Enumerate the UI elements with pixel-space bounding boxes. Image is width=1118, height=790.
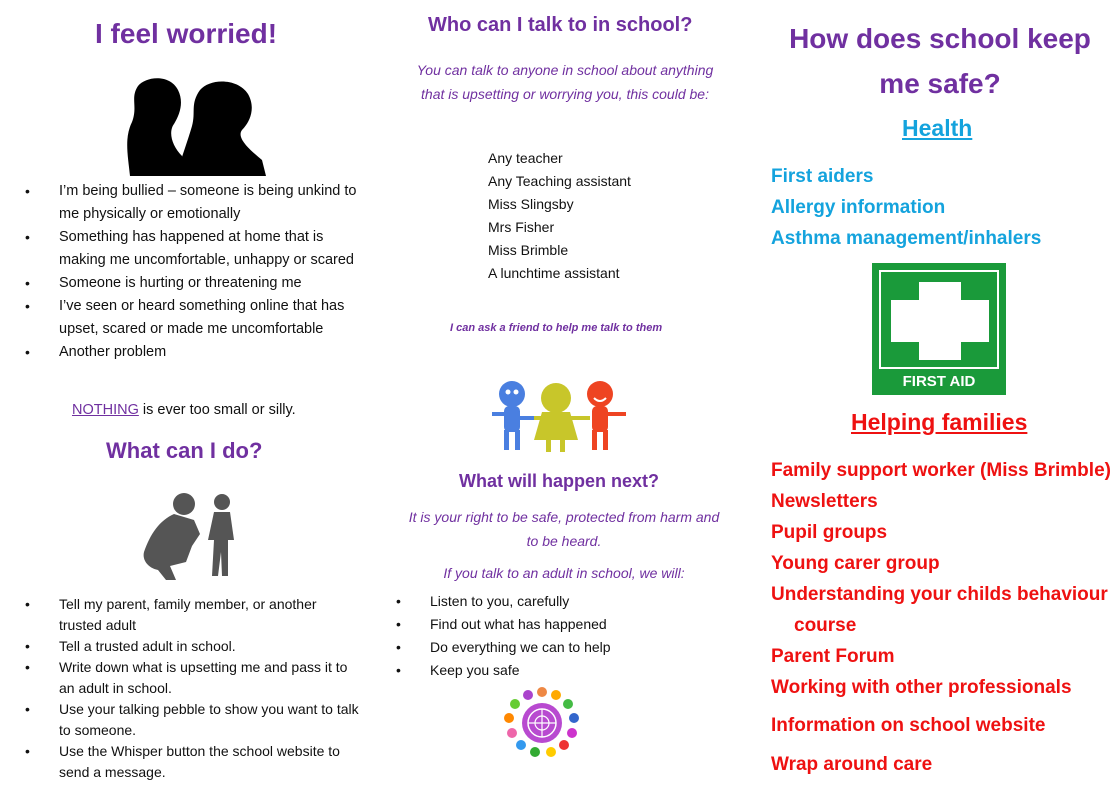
list-item: • I’ve seen or heard something online that has upset, scared or made me uncomfortable: [59, 295, 359, 341]
right-line1: It is your right to be safe, protected from harm and: [408, 509, 720, 525]
list-item: A lunchtime assistant: [488, 265, 620, 281]
list-item: Allergy information: [771, 197, 946, 218]
right-line2: to be heard.: [526, 533, 602, 549]
list-item: Parent Forum: [771, 646, 895, 667]
list-item: Newsletters: [771, 491, 878, 512]
nothing-rest: is ever too small or silly.: [138, 402, 296, 418]
list-item: • Use your talking pebble to show you want to talk to someone.: [59, 699, 359, 741]
list-item: Miss Slingsby: [488, 196, 574, 212]
list-item: Miss Brimble: [488, 242, 569, 258]
people-list: [488, 147, 631, 285]
list-item: Young carer group: [771, 553, 940, 574]
keep-safe-title-line2: me safe?: [879, 68, 1001, 99]
list-item: Information on school website: [771, 715, 1046, 736]
will-list: [430, 590, 690, 682]
nothing-word: NOTHING: [72, 402, 139, 418]
list-item: Mrs Fisher: [488, 219, 555, 235]
first-aid-sign: [872, 263, 1006, 395]
worried-title: I feel worried!: [95, 18, 278, 49]
list-item: • Keep you safe: [430, 659, 690, 682]
friend-note: I can ask a friend to help me talk to them: [450, 322, 663, 334]
list-item: • Write down what is upsetting me and pass it to an adult in school.: [59, 657, 359, 699]
worried-children-silhouette-icon: [110, 76, 270, 181]
list-item: • I’m being bullied – someone is being unkind to me physically or emotionally: [59, 180, 359, 226]
list-item: Pupil groups: [771, 522, 888, 543]
talk-intro: [395, 58, 735, 106]
holding-hands-children-icon: [490, 376, 640, 461]
worries-list: [59, 180, 359, 364]
list-item: • Tell a trusted adult in school.: [59, 636, 359, 657]
who-talk-title: Who can I talk to in school?: [428, 14, 693, 36]
talk-intro-line2: that is upsetting or worrying you, this could be:: [421, 86, 709, 102]
what-can-i-do-title: What can I do?: [106, 438, 263, 463]
actions-list: [59, 594, 359, 783]
list-item: course: [794, 615, 857, 636]
adult-child-silhouette-icon: [140, 490, 240, 587]
list-item: Any Teaching assistant: [488, 173, 631, 189]
list-item: • Someone is hurting or threatening me: [59, 272, 359, 295]
if-talk-text: If you talk to an adult in school, we will:: [443, 565, 685, 581]
list-item: • Another problem: [59, 341, 359, 364]
list-item: • Tell my parent, family member, or another trusted adult: [59, 594, 359, 636]
talk-intro-line1: You can talk to anyone in school about anything: [416, 62, 714, 78]
list-item: • Do everything we can to help: [430, 636, 690, 659]
families-list: [771, 455, 1111, 780]
right-statement: [390, 505, 738, 553]
list-item: • Something has happened at home that is making me uncomfortable, unhappy or scared: [59, 226, 359, 272]
health-list: [771, 161, 1041, 254]
list-item: Understanding your childs behaviour: [771, 584, 1108, 605]
list-item: Working with other professionals: [771, 677, 1072, 698]
list-item: • Listen to you, carefully: [430, 590, 690, 613]
health-title: Health: [902, 115, 973, 141]
list-item: Wrap around care: [771, 754, 933, 775]
list-item: Asthma management/inhalers: [771, 228, 1042, 249]
un-children-circle-logo-icon: [494, 686, 590, 763]
list-item: • Use the Whisper button the school website to send a message.: [59, 741, 359, 783]
keep-safe-title: [770, 16, 1110, 106]
list-item: Any teacher: [488, 150, 563, 166]
what-next-title: What will happen next?: [459, 471, 660, 491]
nothing-too-small-text: [72, 402, 296, 418]
list-item: Family support worker (Miss Brimble): [771, 460, 1111, 481]
list-item: • Find out what has happened: [430, 613, 690, 636]
keep-safe-title-line1: How does school keep: [789, 23, 1091, 54]
list-item: First aiders: [771, 166, 874, 187]
first-aid-cross-icon: [879, 270, 999, 369]
helping-families-title: Helping families: [851, 409, 1028, 435]
first-aid-label: FIRST AID: [902, 373, 976, 390]
